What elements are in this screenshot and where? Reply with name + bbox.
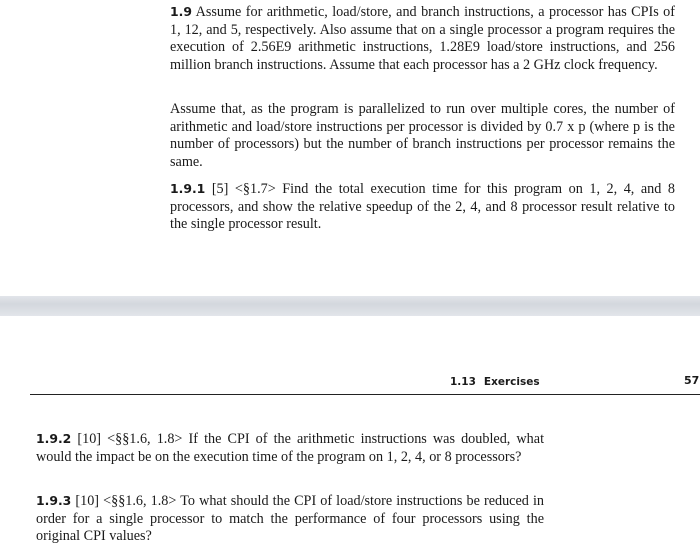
exercise-text: [10] <§§1.6, 1.8> If the CPI of the arithmetic instructions was doubled, what would the impact be on the execution time of the program on 1, 2, 4, or 8 processors? — [36, 431, 545, 465]
exercise-number: 1.9.3 — [36, 493, 72, 508]
exercise-text: [5] <§1.7> Find the total execution time for this program on 1, 2, 4, and 8 processors, and show the relative speedup of the 2, 4, and 8 processor result relative to the single processor result. — [170, 181, 675, 233]
parallelization-paragraph — [170, 101, 675, 171]
bottom-page — [0, 316, 700, 558]
exercise-1-9-1-paragraph — [170, 180, 675, 234]
exercise-1-9 — [170, 3, 675, 74]
page-number: 57 — [684, 374, 700, 387]
exercise-text: [10] <§§1.6, 1.8> To what should the CPI of load/store instructions be reduced in order for a single processor to match the performance of four processors using the original CPI values? — [36, 493, 544, 545]
exercise-number: 1.9.2 — [36, 431, 72, 446]
paragraph-text: Assume that, as the program is parallelized to run over multiple cores, the number of arithmetic and load/store instructions per processor is divided by 0.7 x p (where p is the number of processors) but the number of branch instructions per processor remains the same. — [170, 101, 675, 170]
exercise-1-9-3-paragraph — [36, 492, 544, 546]
running-header — [450, 376, 540, 388]
exercise-text: Assume for arithmetic, load/store, and branch instructions, a processor has CPIs of 1, 12, and 5, respectively. Also assume that on a single processor a program requires the execution of 2.56E9 arithmetic instructions, 1.28E9 load/store instructions, and 256 million branch instructions. Assume that each processor has a 2 GHz clock frequency. — [170, 4, 676, 73]
section-title: Exercises — [483, 376, 540, 388]
exercise-1-9-2 — [36, 430, 544, 466]
exercise-1-9-3 — [36, 492, 544, 546]
exercise-1-9-1 — [170, 180, 675, 234]
exercise-1-9-paragraph — [170, 3, 675, 74]
exercise-1-9-2-paragraph — [36, 430, 544, 466]
exercise-number: 1.9 — [170, 4, 192, 19]
exercise-number: 1.9.1 — [170, 181, 206, 196]
page-separator — [0, 296, 700, 316]
header-rule — [30, 394, 700, 395]
section-number: 1.13 — [450, 376, 476, 388]
